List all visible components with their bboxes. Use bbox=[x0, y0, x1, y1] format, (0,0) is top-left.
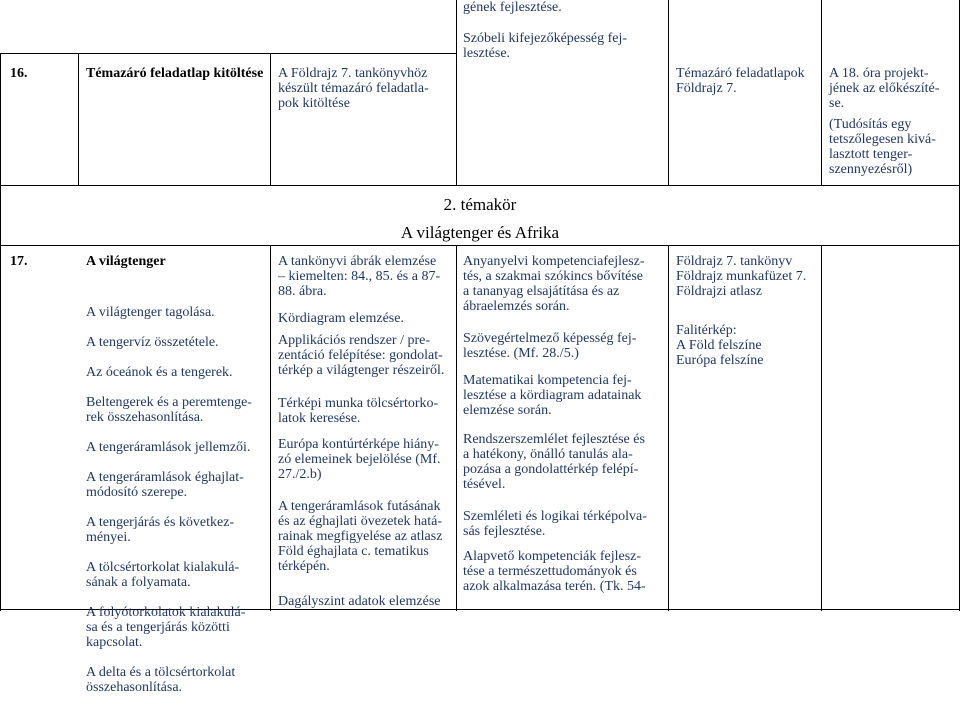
col-divider-2 bbox=[456, 245, 457, 611]
row17-topic: Beltengerek és a peremtenge- rek összehasonlítása. bbox=[86, 395, 252, 425]
row16-note-2: (Tudósítás egy tetszőlegesen kivá- lasztott tenger- szennyezésről) bbox=[829, 117, 936, 177]
row17-activity-3: Applikációs rendszer / pre- zentáció felépítése: gondolat- térkép a világtenger részeiről. bbox=[278, 333, 445, 378]
row17-competence-1: Anyanyelvi kompetenciafejlesz- tés, a szakmai szókincs bővítése a tananyag elsajátítása és az ábraelemzés során. bbox=[463, 254, 645, 314]
row16-competence-1: gének fejlesztése. bbox=[463, 0, 562, 15]
row16-bottom-border bbox=[0, 185, 960, 186]
row17-competence-6: Alapvető kompetenciák fejlesz- tése a természettudományok és azok alkalmazása terén. (Tk. 54- bbox=[463, 549, 646, 594]
row17-competence-5: Szemléleti és logikai térképolva- sás fejlesztése. bbox=[463, 509, 647, 539]
row17-activity-2: Kördiagram elemzése. bbox=[278, 311, 404, 326]
row17-competence-2: Szövegértelmező képesség fej- lesztése. (Mf. 28./5.) bbox=[463, 331, 637, 361]
row17-number: 17. bbox=[10, 254, 28, 269]
row17-topic: A folyótorkolatok kialakulá- sa és a tengerjárás közötti kapcsolat. bbox=[86, 605, 246, 650]
row17-resources-maps: Falitérkép: A Föld felszíne Európa felszíne bbox=[676, 323, 764, 368]
theme-title: A világtenger és Afrika bbox=[400, 223, 560, 242]
row17-topic: A tengervíz összetétele. bbox=[86, 335, 219, 350]
row16-number: 16. bbox=[10, 66, 28, 81]
col-divider-2 bbox=[456, 0, 457, 185]
row16-title: Témazáró feladatlap kitöltése bbox=[86, 66, 264, 81]
row17-title: A világtenger bbox=[86, 254, 166, 269]
theme-number: 2. témakör bbox=[443, 195, 517, 214]
row16-competence-2: Szóbeli kifejezőképesség fej- lesztése. bbox=[463, 31, 628, 61]
row17-competence-4: Rendszerszemlélet fejlesztése és a hatékony, önálló tanulás ala- pozása a gondolattérkép felépí- tésével. bbox=[463, 432, 645, 492]
row16-note-1: A 18. óra projekt- jének az előkészíté- se. bbox=[829, 66, 940, 111]
table-border-left bbox=[0, 53, 1, 611]
row17-activity-4: Térképi munka tölcsértorko- latok keresése. bbox=[278, 396, 439, 426]
col-divider-3 bbox=[668, 0, 669, 185]
row17-topic-list bbox=[86, 290, 268, 710]
theme-bottom-border bbox=[0, 245, 960, 246]
row17-activity-6: A tengeráramlások futásának és az éghajlati övezetek hatá- rainak megfigyelése az atlasz Föld éghajlata c. tematikus térképén. bbox=[278, 499, 443, 574]
col-divider-4 bbox=[821, 0, 822, 185]
col-divider-4 bbox=[821, 245, 822, 611]
row17-topic: A delta és a tölcsértorkolat összehasonlítása. bbox=[86, 665, 236, 695]
row17-topic: A tengeráramlások éghajlat- módosító szerepe. bbox=[86, 470, 244, 500]
row17-competence-3: Matematikai kompetencia fej- lesztése a kördiagram adatainak elemzése során. bbox=[463, 373, 642, 418]
col-divider-row16 bbox=[78, 53, 79, 185]
col-divider-3 bbox=[668, 245, 669, 611]
row17-resources-books: Földrajz 7. tankönyv Földrajz munkafüzet 7. Földrajzi atlasz bbox=[676, 254, 807, 299]
row17-topic: Az óceánok és a tengerek. bbox=[86, 365, 233, 380]
row17-topic: A tölcsértorkolat kialakulá- sának a folyamata. bbox=[86, 560, 240, 590]
row17-activity-1: A tankönyvi ábrák elemzése – kiemelten: 84., 85. és a 87- 88. ábra. bbox=[278, 254, 441, 299]
row16-resources: Témazáró feladatlapok Földrajz 7. bbox=[676, 66, 805, 96]
row17-activity-7: Dagályszint adatok elemzése bbox=[278, 594, 441, 609]
col-divider-1 bbox=[270, 245, 271, 611]
row17-activity-5: Európa kontúrtérképe hiány- zó elemeinek bejelölése (Mf. 27./2.b) bbox=[278, 437, 441, 482]
row17-topic: A tengeráramlások jellemzői. bbox=[86, 440, 251, 455]
row16-top-border bbox=[0, 53, 456, 54]
row17-topic: A világtenger tagolása. bbox=[86, 305, 215, 320]
row17-topic: A tengerjárás és következ- ményei. bbox=[86, 515, 235, 545]
row16-task: A Földrajz 7. tankönyvhöz készült témazáró feladatla- pok kitöltése bbox=[278, 66, 429, 111]
col-divider-1 bbox=[270, 53, 271, 185]
